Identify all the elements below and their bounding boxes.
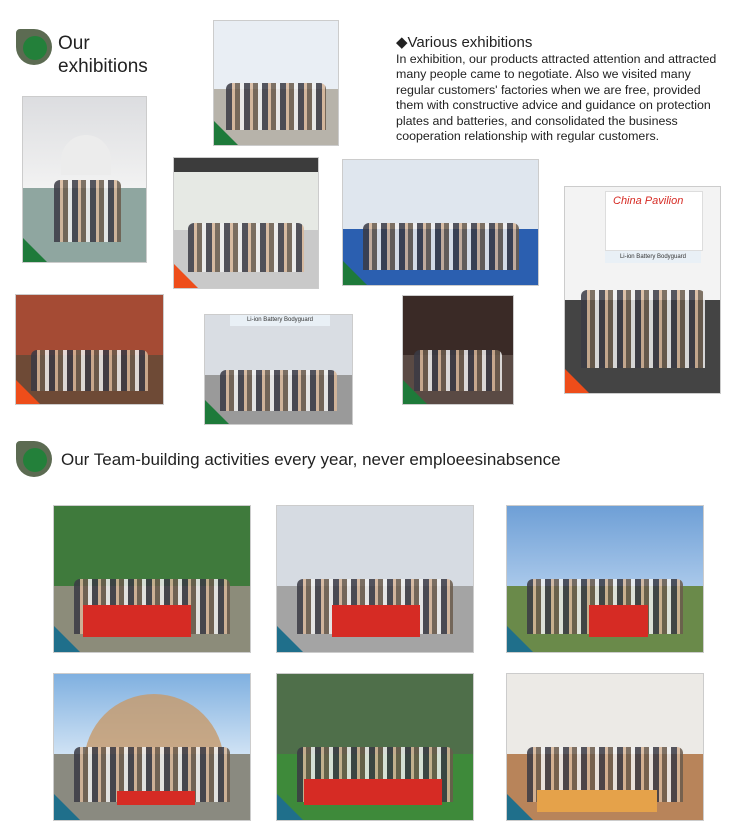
team-photo-3 bbox=[506, 505, 704, 653]
booth-3-sign: Li-ion Battery Bodyguard bbox=[230, 315, 330, 326]
exhibition-photo-1 bbox=[213, 20, 339, 146]
team-photo-6 bbox=[506, 673, 704, 821]
exhibition-photo-booth-4 bbox=[402, 295, 514, 405]
exhibition-photo-taj-mahal bbox=[22, 96, 147, 263]
section-badge-icon bbox=[16, 29, 52, 65]
china-pavilion-sign: China Pavilion bbox=[613, 195, 684, 207]
exhibition-photo-customer-visit bbox=[15, 294, 164, 405]
team-photo-1 bbox=[53, 505, 251, 653]
team-title: Our Team-building activities every year, never emploeesinabsence bbox=[61, 450, 561, 469]
exhibition-photo-china-pavilion bbox=[564, 186, 721, 394]
exhibition-photo-booth-2 bbox=[342, 159, 539, 286]
intro-body: In exhibition, our products attracted attention and attracted many people came to negotiate. Also we visited many regular customers' factories when we are free, provided them with constructive advice and guidance on protection plates and batteries, and consolidated the business cooperation relationship with regular customers. bbox=[396, 52, 717, 144]
team-photo-2 bbox=[276, 505, 474, 653]
team-section-badge-icon bbox=[16, 441, 52, 477]
exhibitions-title-line1: Our bbox=[58, 33, 90, 54]
team-photo-5 bbox=[276, 673, 474, 821]
pavilion-booth-sign: Li-ion Battery Bodyguard bbox=[605, 251, 701, 263]
exhibitions-title-line2: exhibitions bbox=[58, 56, 148, 77]
exhibition-photo-booth-1 bbox=[173, 157, 319, 289]
intro-title: ◆Various exhibitions bbox=[396, 34, 533, 51]
exhibitions-title bbox=[58, 32, 148, 78]
team-photo-4 bbox=[53, 673, 251, 821]
exhibition-photo-booth-3 bbox=[204, 314, 353, 425]
